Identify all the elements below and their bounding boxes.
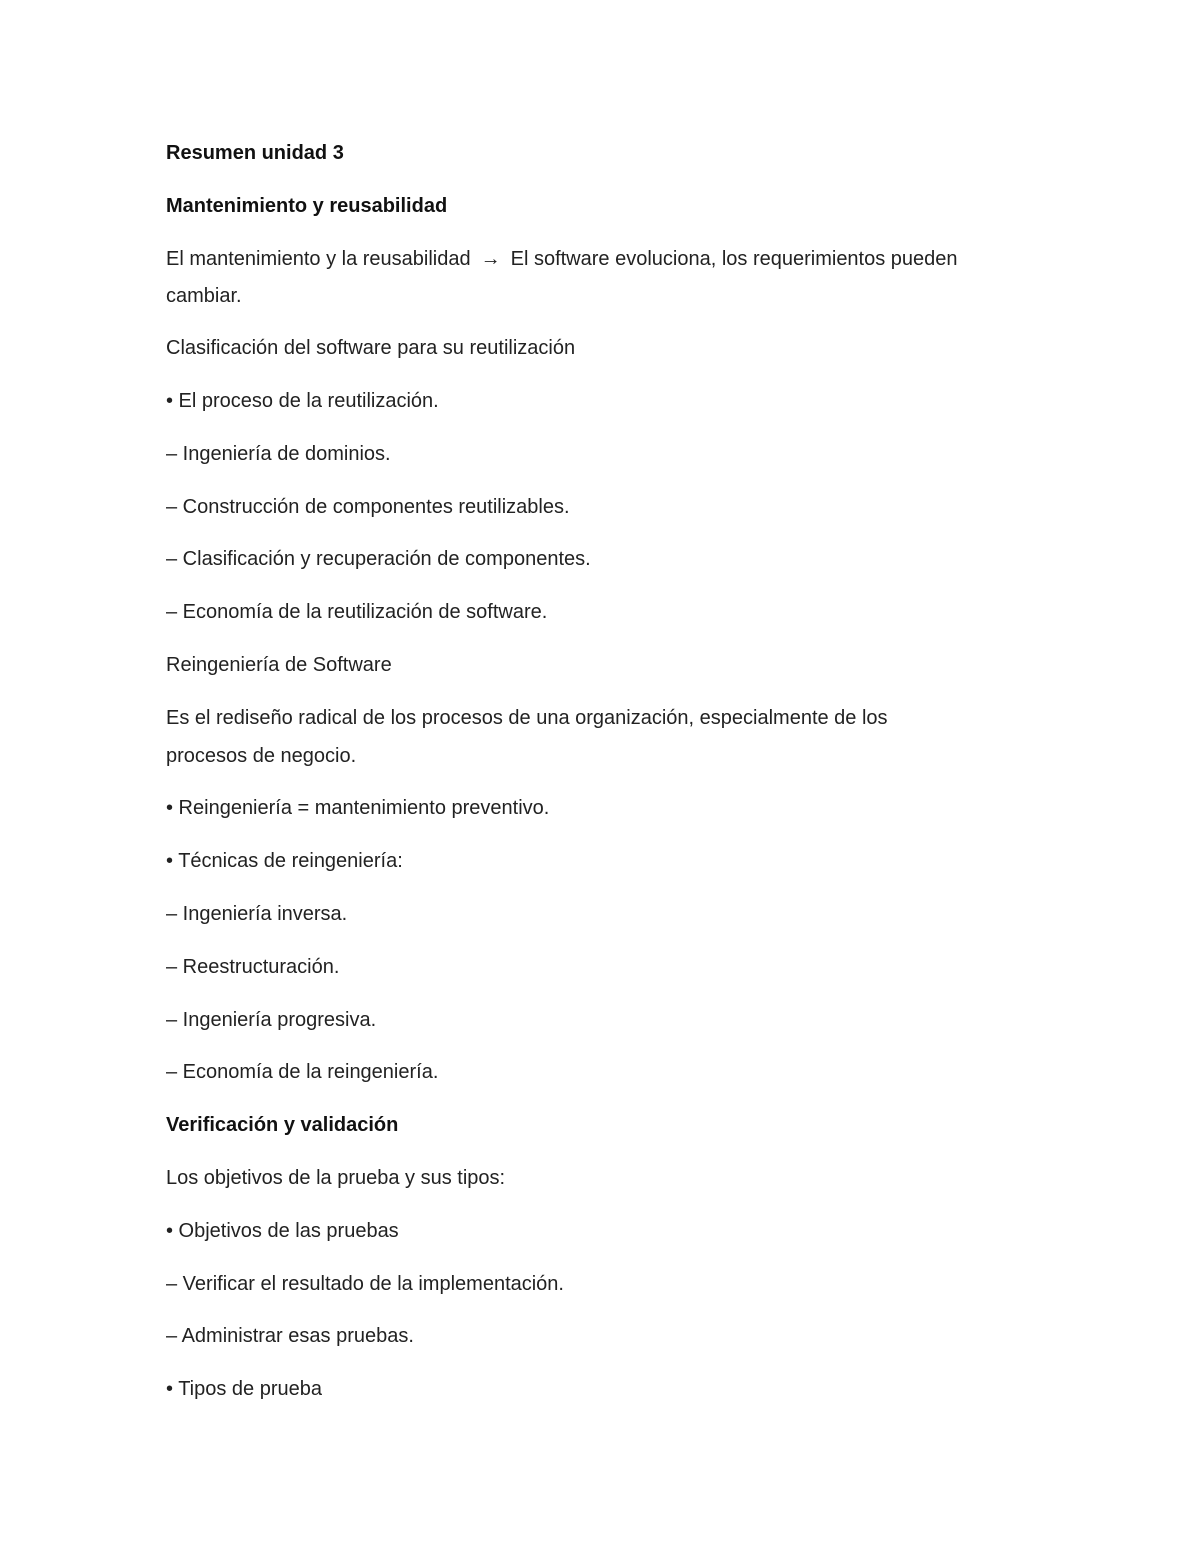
reengineering-list-item: – Ingeniería progresiva. [166, 1009, 377, 1031]
tests-list-item: • Tipos de prueba [166, 1378, 322, 1400]
reengineering-definition-line1: Es el rediseño radical de los procesos de una organización, especialmente de los [166, 707, 888, 729]
reengineering-list-item: – Reestructuración. [166, 956, 340, 978]
tests-list-item: • Objetivos de las pruebas [166, 1220, 399, 1242]
reengineering-definition-line2: procesos de negocio. [166, 745, 357, 767]
reengineering-title: Reingeniería de Software [166, 654, 392, 676]
intro-text-part1: El mantenimiento y la reusabilidad [166, 248, 471, 270]
intro-text-part2: El software evoluciona, los requerimientos pueden [510, 248, 958, 270]
reuse-list-item: – Clasificación y recuperación de componentes. [166, 548, 591, 570]
reengineering-list-item: – Economía de la reingeniería. [166, 1061, 439, 1083]
section-heading-maintenance: Mantenimiento y reusabilidad [166, 195, 448, 217]
arrow-right-icon: → [480, 248, 501, 270]
reuse-list-item: • El proceso de la reutilización. [166, 390, 439, 412]
reengineering-list-item: • Reingeniería = mantenimiento preventivo. [166, 797, 550, 819]
tests-list-item: – Verificar el resultado de la implementación. [166, 1273, 564, 1295]
intro-paragraph-line2: cambiar. [166, 285, 242, 307]
reengineering-list-item: • Técnicas de reingeniería: [166, 850, 403, 872]
classification-title: Clasificación del software para su reutilización [166, 337, 576, 359]
reuse-list-item: – Economía de la reutilización de software. [166, 601, 548, 623]
intro-paragraph-line1 [166, 247, 958, 271]
document-title: Resumen unidad 3 [166, 142, 344, 164]
tests-intro: Los objetivos de la prueba y sus tipos: [166, 1167, 506, 1189]
reuse-list-item: – Ingeniería de dominios. [166, 443, 391, 465]
reengineering-list-item: – Ingeniería inversa. [166, 903, 348, 925]
reuse-list-item: – Construcción de componentes reutilizables. [166, 496, 570, 518]
section-heading-verification: Verificación y validación [166, 1114, 399, 1136]
tests-list-item: – Administrar esas pruebas. [166, 1325, 414, 1347]
